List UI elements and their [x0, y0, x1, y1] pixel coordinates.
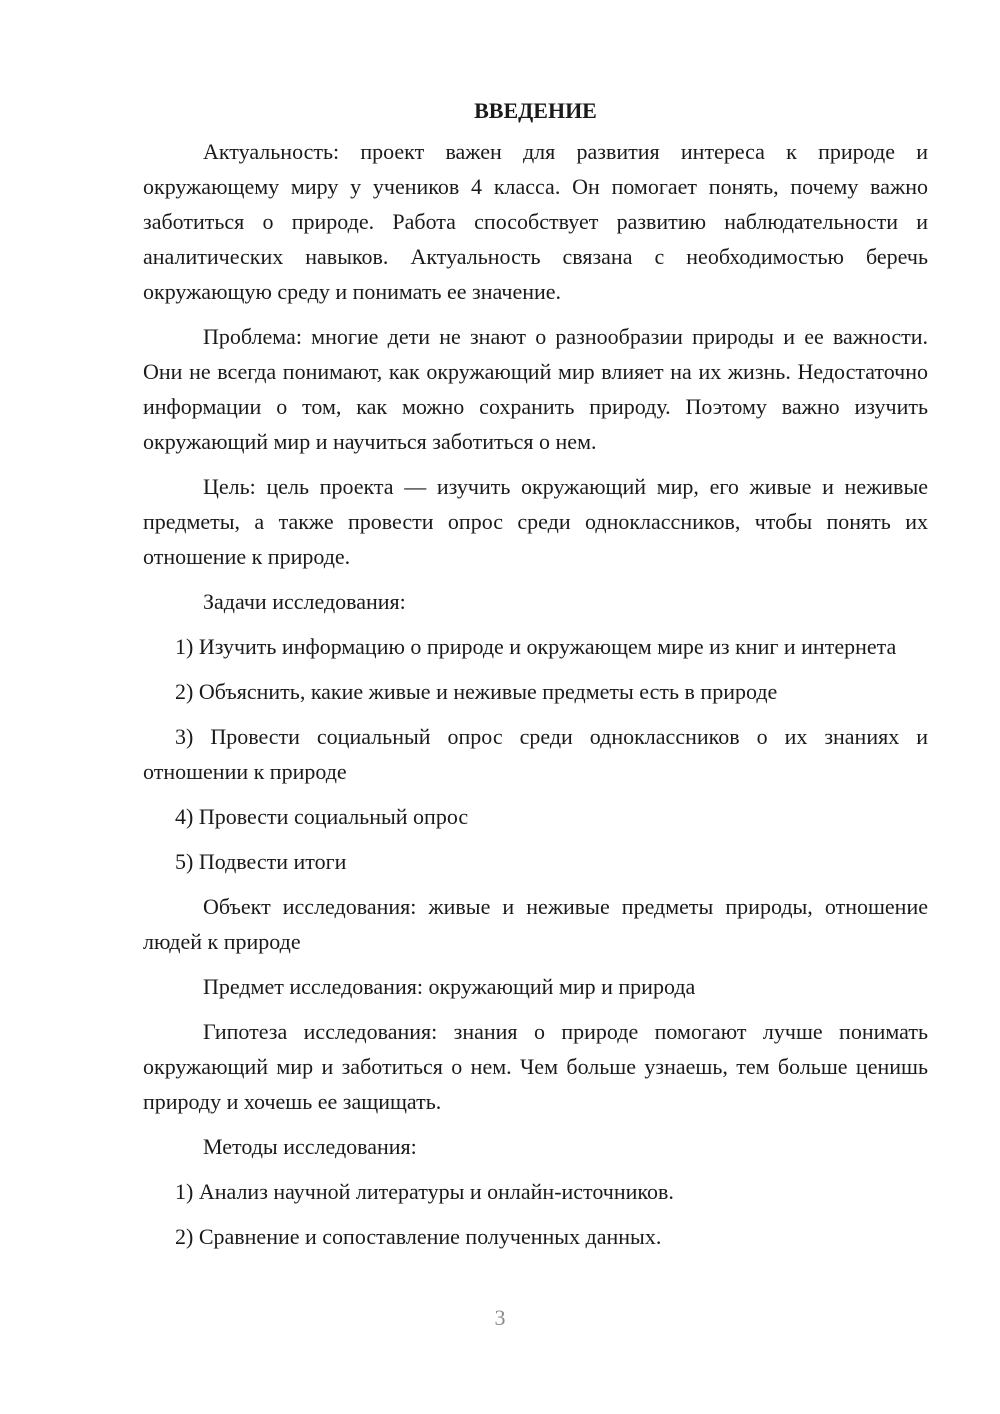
paragraph-problem: Проблема: многие дети не знают о разнообразии природы и ее важности. Они не всегда понимают, как окружающий мир влияет на их жизнь. Недостаточно информации о том, как можно сохранить природу. Поэтому важно изучить окружающий мир и научиться заботиться о нем.: [143, 324, 928, 454]
methods-title: Методы исследования:: [203, 1134, 417, 1159]
paragraph-goal: Цель: цель проекта — изучить окружающий мир, его живые и неживые предметы, а также провести опрос среди одноклассников, чтобы понять их отношение к природе.: [143, 474, 928, 569]
task-item: 1) Изучить информацию о природе и окружающем мире из книг и интернета: [175, 634, 897, 659]
paragraph-object: Объект исследования: живые и неживые предметы природы, отношение людей к природе: [143, 894, 928, 954]
paragraph-hypothesis: Гипотеза исследования: знания о природе помогают лучше понимать окружающий мир и заботиться о нем. Чем больше узнаешь, тем больше ценишь природу и хочешь ее защищать.: [143, 1019, 928, 1114]
section-heading: ВВЕДЕНИЕ: [474, 98, 597, 123]
page-content: [143, 93, 928, 1264]
task-item: 3) Провести социальный опрос среди одноклассников о их знаниях и отношении к природе: [143, 724, 928, 784]
tasks-title: Задачи исследования:: [203, 589, 406, 614]
paragraph-relevance: Актуальность: проект важен для развития интереса к природе и окружающему миру у учеников 4 класса. Он помогает понять, почему важно заботиться о природе. Работа способствует развитию наблюдательности и аналитических навыков. Актуальность связана с необходимостью беречь окружающую среду и понимать ее значение.: [143, 139, 928, 304]
task-item: 4) Провести социальный опрос: [175, 804, 469, 829]
page-number: 3: [494, 1305, 506, 1330]
task-item: 5) Подвести итоги: [175, 849, 347, 874]
task-item: 2) Объяснить, какие живые и неживые предметы есть в природе: [175, 679, 778, 704]
method-item: 1) Анализ научной литературы и онлайн-источников.: [175, 1179, 674, 1204]
method-item: 2) Сравнение и сопоставление полученных данных.: [175, 1224, 662, 1249]
paragraph-subject: Предмет исследования: окружающий мир и природа: [203, 974, 696, 999]
